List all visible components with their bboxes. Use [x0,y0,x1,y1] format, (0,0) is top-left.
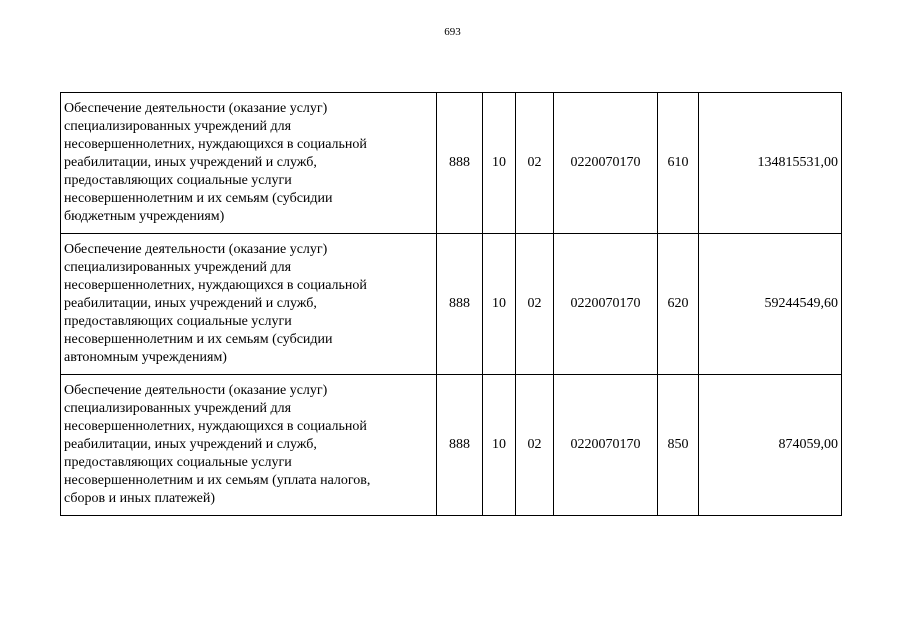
expense-type-code: 610 [658,93,699,234]
target-article-code: 0220070170 [554,375,658,516]
ministry-code: 888 [437,93,483,234]
row-description: Обеспечение деятельности (оказание услуг) специализированных учреждений для несовершеннолетних, нуждающихся в социальной реабилитации, иных учреждений и служб, предоставляющих социальные услуги несовершеннолетним и их семьям (уплата налогов, сборов и иных платежей) [61,375,437,516]
subsection-code: 02 [516,375,554,516]
table-row [61,375,842,516]
amount: 874059,00 [699,375,842,516]
row-description: Обеспечение деятельности (оказание услуг) специализированных учреждений для несовершеннолетних, нуждающихся в социальной реабилитации, иных учреждений и служб, предоставляющих социальные услуги несовершеннолетним и их семьям (субсидии бюджетным учреждениям) [61,93,437,234]
section-code: 10 [483,234,516,375]
budget-table [60,92,842,516]
target-article-code: 0220070170 [554,234,658,375]
subsection-code: 02 [516,93,554,234]
section-code: 10 [483,93,516,234]
ministry-code: 888 [437,375,483,516]
section-code: 10 [483,375,516,516]
expense-type-code: 850 [658,375,699,516]
ministry-code: 888 [437,234,483,375]
row-description: Обеспечение деятельности (оказание услуг) специализированных учреждений для несовершеннолетних, нуждающихся в социальной реабилитации, иных учреждений и служб, предоставляющих социальные услуги несовершеннолетним и их семьям (субсидии автономным учреждениям) [61,234,437,375]
target-article-code: 0220070170 [554,93,658,234]
amount: 134815531,00 [699,93,842,234]
subsection-code: 02 [516,234,554,375]
amount: 59244549,60 [699,234,842,375]
table-row [61,234,842,375]
expense-type-code: 620 [658,234,699,375]
table-row [61,93,842,234]
page-number: 693 [444,26,461,38]
